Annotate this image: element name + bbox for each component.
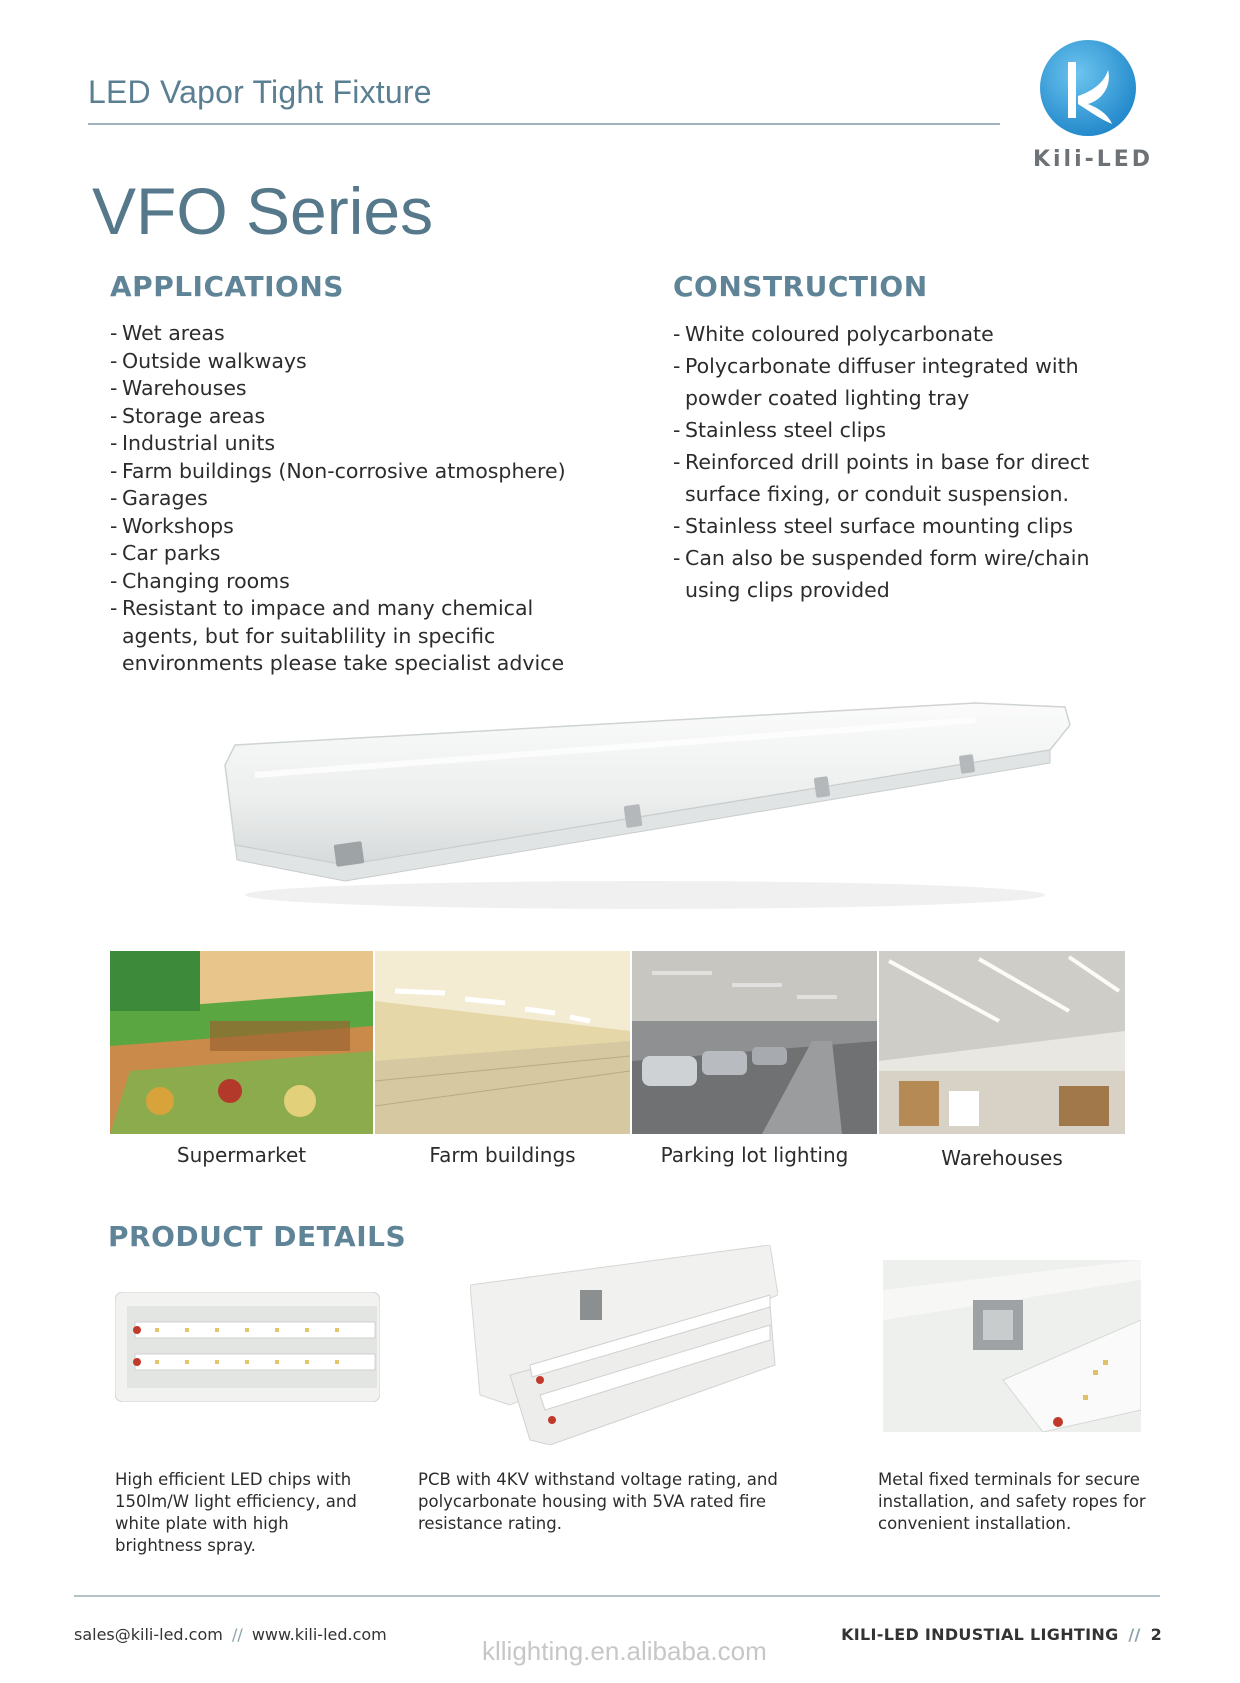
list-item: - Reinforced drill points in base for direct surface fixing, or conduit suspension.: [673, 446, 1093, 510]
product-detail-text: High efficient LED chips with 150lm/W light efficiency, and white plate with high brightness spray.: [115, 1470, 357, 1555]
list-item: - White coloured polycarbonate: [673, 318, 1093, 350]
fixture-image: [215, 695, 1075, 925]
construction-heading: CONSTRUCTION: [673, 270, 928, 303]
applications-heading: APPLICATIONS: [110, 270, 344, 303]
header-divider: [88, 123, 1000, 125]
product-details-heading: PRODUCT DETAILS: [108, 1220, 407, 1253]
footer-divider: [74, 1595, 1160, 1597]
product-detail-text: Metal fixed terminals for secure installation, and safety ropes for convenient installation.: [878, 1470, 1146, 1533]
list-item: - Car parks: [110, 540, 590, 568]
list-item: - Workshops: [110, 513, 590, 541]
footer-email[interactable]: sales@kili-led.com: [74, 1625, 223, 1644]
list-item: - Storage areas: [110, 403, 590, 431]
gallery-caption: Parking lot lighting: [660, 1143, 849, 1167]
list-item: - Outside walkways: [110, 348, 590, 376]
metal-terminals-image: [883, 1260, 1141, 1432]
series-title: VFO Series: [92, 174, 434, 248]
watermark: kllighting.en.alibaba.com: [482, 1636, 767, 1666]
list-item: - Stainless steel surface mounting clips: [673, 510, 1093, 542]
document-title: LED Vapor Tight Fixture: [88, 74, 432, 110]
kili-logo-icon: [1038, 38, 1138, 138]
product-detail-text: PCB with 4KV withstand voltage rating, and polycarbonate housing with 5VA rated fire resistance rating.: [418, 1470, 778, 1533]
list-item: - Farm buildings (Non-corrosive atmosphere): [110, 458, 590, 486]
brand-logo: [1018, 38, 1168, 172]
list-item: - Warehouses: [110, 375, 590, 403]
list-item: - Can also be suspended form wire/chain using clips provided: [673, 542, 1093, 606]
page-number: 2: [1150, 1625, 1162, 1644]
list-item: - Changing rooms: [110, 568, 590, 596]
parking-lot-photo: [632, 951, 877, 1134]
list-item: - Industrial units: [110, 430, 590, 458]
construction-list: [673, 318, 1093, 606]
applications-list: [110, 320, 590, 678]
footer-separator: //: [1128, 1625, 1141, 1644]
led-chips-image: [115, 1292, 380, 1402]
footer-website[interactable]: www.kili-led.com: [251, 1625, 387, 1644]
footer-brand: [841, 1625, 1162, 1644]
list-item: - Garages: [110, 485, 590, 513]
gallery-caption: Supermarket: [176, 1143, 307, 1167]
brand-name: Kili-LED: [1032, 147, 1154, 172]
warehouse-photo: [879, 951, 1125, 1134]
list-item: - Resistant to impace and many chemical agents, but for suitablility in specific environments please take specialist advice: [110, 595, 590, 678]
list-item: - Stainless steel clips: [673, 414, 1093, 446]
pcb-housing-image: [470, 1245, 778, 1445]
list-item: - Wet areas: [110, 320, 590, 348]
gallery-caption: Warehouses: [941, 1146, 1063, 1170]
farm-buildings-photo: [375, 951, 630, 1134]
footer-contact: [74, 1625, 387, 1644]
list-item: - Polycarbonate diffuser integrated with powder coated lighting tray: [673, 350, 1093, 414]
gallery-caption: Farm buildings: [429, 1143, 576, 1167]
supermarket-photo: [110, 951, 373, 1134]
footer-brand-label: KILI-LED INDUSTIAL LIGHTING: [841, 1625, 1119, 1644]
footer-separator: //: [231, 1625, 243, 1644]
